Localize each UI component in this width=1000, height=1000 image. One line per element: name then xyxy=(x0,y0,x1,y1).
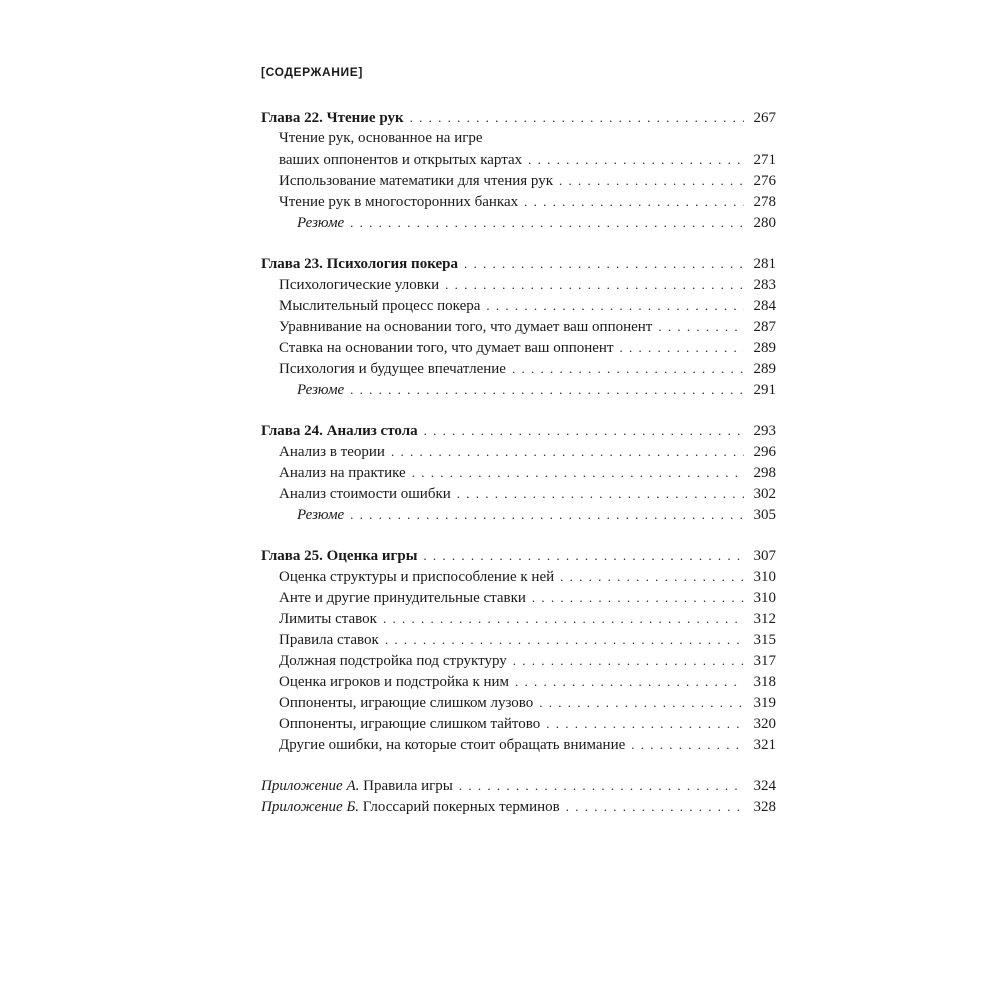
dot-leader xyxy=(560,566,744,587)
chapter-title: Глава 25. Оценка игры xyxy=(261,546,423,567)
toc-entry[interactable] xyxy=(261,587,776,608)
toc-appendix-a[interactable] xyxy=(261,775,776,796)
entry-title: Должная подстройка под структуру xyxy=(279,651,513,672)
entry-title: Ставка на основании того, что думает ваш оппонент xyxy=(279,338,620,359)
dot-leader xyxy=(350,504,744,525)
dot-leader xyxy=(539,692,744,713)
dot-leader xyxy=(546,713,744,734)
toc-appendix-b[interactable] xyxy=(261,796,776,817)
page-number: 307 xyxy=(744,546,776,567)
dot-leader xyxy=(515,671,744,692)
toc-entry[interactable] xyxy=(261,191,776,212)
toc-entry[interactable] xyxy=(261,337,776,358)
toc-resume[interactable] xyxy=(261,504,776,525)
appendix-title xyxy=(261,797,566,818)
resume-title: Резюме xyxy=(297,505,350,526)
toc-entry[interactable] xyxy=(261,671,776,692)
toc-chapter-22[interactable] xyxy=(261,107,776,128)
entry-title: Анализ в теории xyxy=(279,442,391,463)
entry-title: Оппоненты, играющие слишком лузово xyxy=(279,693,539,714)
page-number: 310 xyxy=(744,588,776,609)
chapter-title: Глава 23. Психология покера xyxy=(261,254,464,275)
page-number: 317 xyxy=(744,651,776,672)
page-number: 289 xyxy=(744,338,776,359)
dot-leader xyxy=(620,337,744,358)
entry-title: Лимиты ставок xyxy=(279,609,383,630)
toc-entry[interactable] xyxy=(261,441,776,462)
dot-leader xyxy=(524,191,744,212)
page-number: 296 xyxy=(744,442,776,463)
dot-leader xyxy=(423,545,744,566)
entry-title: Чтение рук в многосторонних банках xyxy=(279,192,524,213)
appendix-title xyxy=(261,776,459,797)
toc-entry[interactable] xyxy=(261,128,776,170)
dot-leader xyxy=(486,295,744,316)
page-number: 281 xyxy=(744,254,776,275)
page-number: 319 xyxy=(744,693,776,714)
entry-title: Мыслительный процесс покера xyxy=(279,296,486,317)
appendix-name: Правила игры xyxy=(363,778,453,794)
page-number: 318 xyxy=(744,672,776,693)
entry-title: Другие ошибки, на которые стоит обращать внимание xyxy=(279,735,631,756)
page-number: 321 xyxy=(744,735,776,756)
page-number: 298 xyxy=(744,463,776,484)
dot-leader xyxy=(457,483,744,504)
dot-leader xyxy=(391,441,744,462)
toc-chapter-23[interactable] xyxy=(261,253,776,274)
toc-entry[interactable] xyxy=(261,462,776,483)
entry-title: Психологические уловки xyxy=(279,275,445,296)
dot-leader xyxy=(445,274,744,295)
entry-title: Правила ставок xyxy=(279,630,385,651)
toc-entry[interactable] xyxy=(261,650,776,671)
entry-title: Анализ стоимости ошибки xyxy=(279,484,457,505)
dot-leader xyxy=(559,170,744,191)
toc-entry[interactable] xyxy=(261,713,776,734)
toc-entry[interactable] xyxy=(261,170,776,191)
toc-entry[interactable] xyxy=(261,295,776,316)
page-number: 305 xyxy=(744,505,776,526)
table-of-contents xyxy=(261,107,776,817)
page-number: 287 xyxy=(744,317,776,338)
toc-entry[interactable] xyxy=(261,566,776,587)
page-number: 271 xyxy=(744,150,776,171)
appendix-label: Приложение Б. xyxy=(261,799,360,815)
entry-title-line1: Чтение рук, основанное на игре xyxy=(279,130,483,146)
page-number: 302 xyxy=(744,484,776,505)
dot-leader xyxy=(658,316,744,337)
toc-entry[interactable] xyxy=(261,483,776,504)
dot-leader xyxy=(350,212,744,233)
entry-title: Оценка структуры и приспособление к ней xyxy=(279,567,560,588)
chapter-title: Глава 24. Анализ стола xyxy=(261,421,424,442)
page-number: 293 xyxy=(744,421,776,442)
toc-entry[interactable] xyxy=(261,692,776,713)
toc-entry[interactable] xyxy=(261,274,776,295)
page-number: 289 xyxy=(744,359,776,380)
dot-leader xyxy=(350,379,744,400)
toc-chapter-24[interactable] xyxy=(261,420,776,441)
entry-title: Анализ на практике xyxy=(279,463,412,484)
page-number: 291 xyxy=(744,380,776,401)
dot-leader xyxy=(412,462,744,483)
dot-leader xyxy=(566,796,744,817)
page-number: 324 xyxy=(744,776,776,797)
page-number: 283 xyxy=(744,275,776,296)
resume-title: Резюме xyxy=(297,213,350,234)
entry-title: ваших оппонентов и открытых картах xyxy=(279,150,528,171)
appendix-name: Глоссарий покерных терминов xyxy=(362,799,560,815)
toc-entry[interactable] xyxy=(261,316,776,337)
page-number: 320 xyxy=(744,714,776,735)
page-number: 315 xyxy=(744,630,776,651)
dot-leader xyxy=(459,775,744,796)
dot-leader xyxy=(528,149,744,170)
entry-title: Уравнивание на основании того, что думает ваш оппонент xyxy=(279,317,658,338)
page-number: 267 xyxy=(744,108,776,129)
dot-leader xyxy=(512,358,744,379)
appendix-label: Приложение А. xyxy=(261,778,360,794)
toc-chapter-25[interactable] xyxy=(261,545,776,566)
entry-title: Анте и другие принудительные ставки xyxy=(279,588,532,609)
page-number: 328 xyxy=(744,797,776,818)
toc-entry[interactable] xyxy=(261,358,776,379)
entry-title: Оценка игроков и подстройка к ним xyxy=(279,672,515,693)
entry-title: Психология и будущее впечатление xyxy=(279,359,512,380)
toc-entry[interactable] xyxy=(261,734,776,755)
entry-title: Оппоненты, играющие слишком тайтово xyxy=(279,714,546,735)
page-number: 278 xyxy=(744,192,776,213)
toc-entry[interactable] xyxy=(261,608,776,629)
page-number: 312 xyxy=(744,609,776,630)
toc-header: [СОДЕРЖАНИЕ] xyxy=(261,65,363,79)
page-number: 280 xyxy=(744,213,776,234)
dot-leader xyxy=(513,650,744,671)
toc-resume[interactable] xyxy=(261,379,776,400)
entry-title: Использование математики для чтения рук xyxy=(279,171,559,192)
dot-leader xyxy=(410,107,744,128)
dot-leader xyxy=(532,587,744,608)
page-number: 310 xyxy=(744,567,776,588)
dot-leader xyxy=(631,734,744,755)
toc-resume[interactable] xyxy=(261,212,776,233)
dot-leader xyxy=(385,629,744,650)
chapter-title: Глава 22. Чтение рук xyxy=(261,108,410,129)
dot-leader xyxy=(424,420,744,441)
dot-leader xyxy=(383,608,744,629)
page-number: 284 xyxy=(744,296,776,317)
resume-title: Резюме xyxy=(297,380,350,401)
toc-entry[interactable] xyxy=(261,629,776,650)
dot-leader xyxy=(464,253,744,274)
page-number: 276 xyxy=(744,171,776,192)
